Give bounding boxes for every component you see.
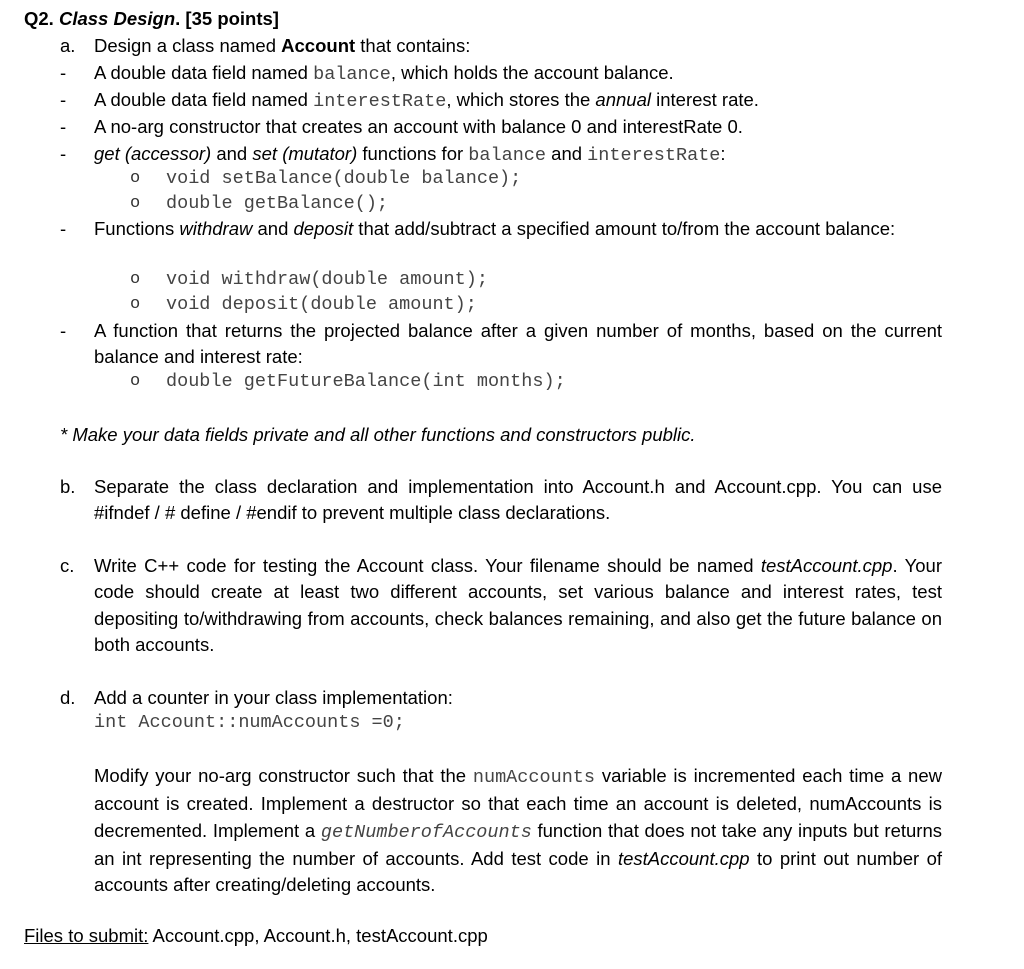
bullet-marker: - bbox=[60, 143, 67, 164]
code-interest-rate: interestRate bbox=[313, 91, 447, 112]
heading-points: . [35 points] bbox=[175, 8, 279, 29]
bullet-marker: - bbox=[60, 89, 67, 110]
bullet-constructor: A no-arg constructor that creates an account with balance 0 and interestRate 0. bbox=[94, 116, 743, 137]
sub-bullet-marker: o bbox=[130, 194, 141, 213]
bullet-marker: - bbox=[60, 116, 67, 137]
part-c-text bbox=[94, 553, 942, 658]
part-d-text: function that does not take any inputs but returns an int representing the number of accounts. Add test code in bbox=[94, 819, 943, 869]
part-a-intro bbox=[94, 35, 470, 57]
question-heading bbox=[24, 8, 279, 30]
bullet-balance bbox=[94, 62, 674, 86]
code-withdraw: void withdraw(double amount); bbox=[166, 269, 488, 290]
bullet-withdraw-deposit bbox=[94, 216, 942, 242]
bullet-marker: - bbox=[60, 62, 67, 83]
code-balance: balance bbox=[313, 64, 391, 85]
part-d-text: to print out number of accounts after creating/deleting accounts. bbox=[94, 847, 942, 896]
bullet-emphasis: annual bbox=[595, 89, 651, 110]
part-d-label: d. bbox=[60, 687, 76, 708]
files-to-submit-label: Files to submit: bbox=[24, 925, 149, 946]
bullet-text: and bbox=[546, 143, 588, 164]
code-get-balance: double getBalance(); bbox=[166, 193, 389, 214]
bullet-marker: - bbox=[60, 320, 67, 341]
bullet-emphasis: get (accessor) bbox=[94, 143, 212, 164]
filename-test-account: testAccount.cpp bbox=[760, 555, 893, 576]
files-to-submit-list: Account.cpp, Account.h, testAccount.cpp bbox=[148, 925, 488, 946]
bullet-emphasis: withdraw bbox=[179, 218, 253, 239]
part-d-text: Modify your no-arg constructor such that the bbox=[94, 765, 473, 786]
code-get-future-balance: double getFutureBalance(int months); bbox=[166, 371, 566, 392]
code-num-accounts-init: int Account::numAccounts =0; bbox=[94, 712, 405, 733]
bullet-future-balance: A function that returns the projected balance after a given number of months, based on the current balance and interest rate: bbox=[94, 320, 942, 368]
part-d-intro: Add a counter in your class implementation: bbox=[94, 687, 453, 708]
part-a-intro-tail: that contains: bbox=[355, 35, 471, 56]
heading-prefix: Q2. bbox=[24, 8, 59, 29]
bullet-interest-rate bbox=[94, 89, 759, 113]
sub-bullet-marker: o bbox=[130, 372, 141, 391]
code-balance: balance bbox=[468, 145, 547, 166]
part-c-text-end: . Your code should create at least two different accounts, set various balance and interest rates, test depositing to/withdrawing from accounts, check balances remaining, and also get the future balance on both accounts. bbox=[94, 555, 942, 655]
class-name-account: Account bbox=[281, 35, 356, 56]
bullet-text: and bbox=[211, 143, 253, 164]
code-num-accounts: numAccounts bbox=[472, 767, 595, 788]
part-a-intro-text: Design a class named bbox=[94, 35, 282, 56]
bullet-text: functions for bbox=[357, 143, 469, 164]
part-c-text-start: Write C++ code for testing the Account class. Your filename should be named bbox=[94, 555, 761, 576]
bullet-text: , which holds the account balance. bbox=[390, 62, 674, 83]
code-interest-rate: interestRate bbox=[587, 145, 721, 166]
visibility-note: * Make your data fields private and all other functions and constructors public. bbox=[60, 424, 696, 445]
part-d-paragraph bbox=[94, 763, 942, 898]
sub-bullet-marker: o bbox=[130, 295, 141, 314]
part-a-label: a. bbox=[60, 35, 76, 56]
bullet-text: A double data field named bbox=[94, 89, 314, 110]
heading-title: Class Design bbox=[58, 8, 176, 29]
bullet-text: Functions bbox=[94, 218, 180, 239]
bullet-marker: - bbox=[60, 218, 67, 239]
bullet-get-set bbox=[94, 143, 726, 167]
sub-bullet-marker: o bbox=[130, 169, 141, 188]
bullet-text: that add/subtract a specified amount to/from the account balance: bbox=[353, 218, 896, 239]
part-d-text: variable is incremented each time a new account is created. Implement a destructor so that each time an account is deleted, numAccounts is decremented. Implement a bbox=[94, 765, 942, 841]
files-to-submit bbox=[24, 925, 488, 947]
part-b-text: Separate the class declaration and implementation into Account.h and Account.cpp. You can use #ifndef / # define / #endif to prevent multiple class declarations. bbox=[94, 476, 942, 524]
bullet-emphasis: set (mutator) bbox=[252, 143, 358, 164]
bullet-text: interest rate. bbox=[650, 89, 759, 110]
code-get-number-of-accounts: getNumberofAccounts bbox=[320, 821, 532, 843]
bullet-text: and bbox=[252, 218, 294, 239]
part-b-label: b. bbox=[60, 476, 76, 497]
filename-test-account: testAccount.cpp bbox=[617, 847, 750, 869]
sub-bullet-marker: o bbox=[130, 270, 141, 289]
bullet-emphasis: deposit bbox=[293, 218, 354, 239]
part-c-label: c. bbox=[60, 555, 75, 576]
bullet-text: A double data field named bbox=[94, 62, 314, 83]
code-set-balance: void setBalance(double balance); bbox=[166, 168, 522, 189]
bullet-text: , which stores the bbox=[446, 89, 596, 110]
bullet-text: : bbox=[720, 143, 726, 164]
code-deposit: void deposit(double amount); bbox=[166, 294, 477, 315]
